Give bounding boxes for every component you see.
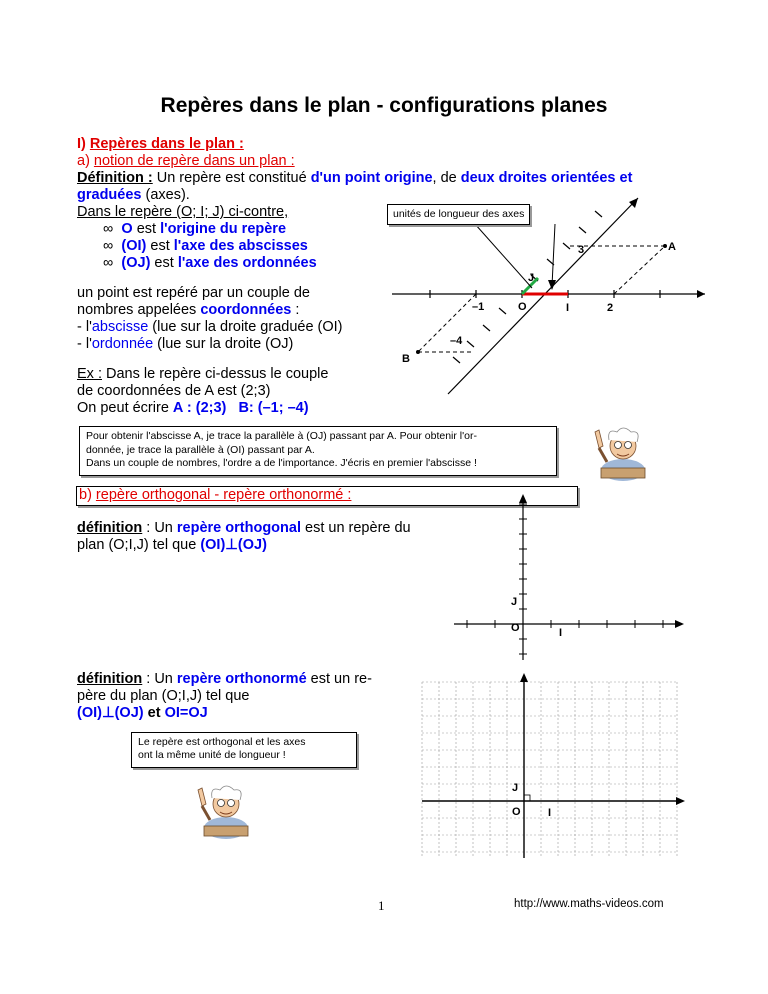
- note-line: donnée, je trace la parallèle à (OI) passant par A.: [86, 443, 315, 456]
- page-title: Repères dans le plan - configurations planes: [160, 94, 608, 117]
- abscissa-arrow-icon: [676, 797, 685, 805]
- term-coordinates: coordonnées: [200, 302, 292, 318]
- note-line: ont la même unité de longueur !: [138, 749, 286, 761]
- text: (lue sur la droite (OJ): [153, 336, 294, 352]
- abscissa-line: [77, 319, 343, 336]
- label-I: I: [548, 807, 552, 819]
- callout-pointer-2: [552, 224, 555, 286]
- text: est: [146, 238, 174, 254]
- definition-line-2: [77, 187, 190, 204]
- term-orthogonal: repère orthogonal: [176, 520, 301, 536]
- label-I: I: [566, 302, 570, 314]
- text: :: [291, 302, 300, 318]
- text: est un re-: [306, 671, 372, 687]
- section-heading: [77, 136, 244, 153]
- definition-text: (axes).: [141, 187, 190, 203]
- label-minus1: –1: [472, 301, 485, 313]
- section-number: I): [77, 136, 90, 152]
- ordinate-arrow-icon: [520, 673, 528, 682]
- example-line-3: [77, 400, 309, 417]
- note-line: Pour obtenir l'abscisse A, je trace la parallèle à (OJ) passant par A. Pour obtenir l'or-: [86, 430, 477, 442]
- ordinate-line: [77, 336, 293, 353]
- text: est: [150, 255, 178, 271]
- equal-length-formula: OI=OJ: [164, 705, 208, 721]
- professor-icon: [188, 776, 260, 842]
- term: l'origine du repère: [160, 221, 287, 237]
- grid: [422, 682, 678, 858]
- coords-line-1: un point est repéré par un couple de: [77, 285, 310, 301]
- label-I: I: [559, 627, 563, 639]
- def-orthogonal-line-2: [77, 537, 267, 554]
- section-title: Repères dans le plan :: [89, 136, 244, 152]
- bullet-ordinate-axis: [103, 255, 317, 272]
- subsection-b-heading: [79, 487, 351, 504]
- def-orthonormal-line-3: [77, 705, 208, 722]
- text: et: [143, 705, 165, 721]
- coords-B: B: (–1; –4): [238, 400, 309, 416]
- right-angle-marker: [524, 795, 530, 801]
- bullet-abscissa-axis: [103, 238, 308, 255]
- term: (OI): [121, 238, 147, 254]
- bullet-icon: ∞: [103, 238, 114, 254]
- note-box-orthonormal: [131, 732, 357, 768]
- repere-intro: Dans le repère (O; I; J) ci-contre,: [77, 204, 289, 220]
- orthogonal-frame-figure: [450, 490, 690, 665]
- coords-A: A : (2;3): [172, 400, 227, 416]
- term: l'axe des abscisses: [173, 238, 308, 254]
- definition-label: définition: [77, 520, 143, 536]
- text: On peut écrire: [77, 400, 173, 416]
- text: - l': [77, 336, 92, 352]
- perpendicular-formula: (OI)⊥(OJ): [200, 537, 267, 553]
- text: est un repère du: [300, 520, 411, 536]
- definition-label: Définition :: [77, 170, 153, 186]
- text: est: [132, 221, 161, 237]
- label-O: O: [512, 806, 521, 818]
- callout-pointer-1: [475, 224, 535, 288]
- example-line-1: [77, 366, 328, 383]
- text: : Un: [142, 520, 177, 536]
- text: : Un: [142, 671, 177, 687]
- text: nombres appelées: [77, 302, 201, 318]
- oblique-frame-figure: [380, 160, 710, 410]
- label-O: O: [511, 622, 520, 634]
- subsection-number: a): [77, 153, 94, 169]
- definition-term-origin: d'un point origine: [310, 170, 433, 186]
- abscissa-arrow-icon: [675, 620, 684, 628]
- def-orthogonal-line-1: [77, 520, 411, 537]
- page-number: 1: [378, 898, 385, 913]
- term-ordinate: ordonnée: [91, 336, 154, 352]
- def-orthonormal-line-2: père du plan (O;I,J) tel que: [77, 688, 250, 704]
- professor-icon: [587, 418, 655, 484]
- term: l'axe des ordonnées: [177, 255, 317, 271]
- abscissa-arrow-icon: [697, 290, 705, 298]
- note-box-coordinates: [79, 426, 557, 476]
- def-orthonormal-line-1: [77, 671, 372, 688]
- term-orthonormal: repère orthonormé: [176, 671, 307, 687]
- term-abscissa: abscisse: [91, 319, 149, 335]
- perpendicular-formula: (OI)⊥(OJ): [77, 705, 144, 721]
- label-3: 3: [578, 244, 585, 256]
- bullet-origin: [103, 221, 286, 238]
- definition-text: Un repère est constitué: [152, 170, 311, 186]
- subsection-title: repère orthogonal - repère orthonormé :: [95, 487, 352, 503]
- label-O: O: [518, 301, 527, 313]
- subsection-title: notion de repère dans un plan :: [93, 153, 295, 169]
- text: Dans le repère ci-dessus le couple: [101, 366, 329, 382]
- bullet-icon: ∞: [103, 255, 114, 271]
- point-A-marker: [663, 244, 667, 248]
- definition-text: , de: [432, 170, 461, 186]
- definition-term-axes: deux droites orientées et: [460, 170, 633, 186]
- ordinate-arrow-icon: [519, 494, 527, 503]
- label-J: J: [511, 596, 518, 608]
- label-B: B: [402, 353, 410, 365]
- callout-arrow-icon: [548, 280, 556, 290]
- point-B-marker: [416, 350, 420, 354]
- label-2: 2: [607, 302, 614, 314]
- definition-label: définition: [77, 671, 143, 687]
- text: plan (O;I,J) tel que: [77, 537, 201, 553]
- label-minus4: –4: [450, 335, 463, 347]
- text: (lue sur la droite graduée (OI): [148, 319, 343, 335]
- coords-line-2: [77, 302, 299, 319]
- subsection-number: b): [79, 487, 96, 503]
- bullet-icon: ∞: [103, 221, 114, 237]
- example-label: Ex :: [77, 366, 102, 382]
- definition-term-graduated: graduées: [77, 187, 142, 203]
- note-line: Dans un couple de nombres, l'ordre a de l'importance. J'écris en premier l'abscisse !: [86, 457, 477, 469]
- text: - l': [77, 319, 92, 335]
- label-J: J: [528, 272, 535, 284]
- subsection-a-heading: [77, 153, 295, 170]
- label-A: A: [668, 241, 676, 253]
- example-line-2: de coordonnées de A est (2;3): [77, 383, 271, 399]
- units-callout: unités de longueur des axes: [387, 204, 530, 225]
- label-J: J: [512, 782, 519, 794]
- footer-url[interactable]: http://www.maths-videos.com: [514, 898, 664, 910]
- term: (OJ): [121, 255, 151, 271]
- term: O: [121, 221, 133, 237]
- orthonormal-frame-figure: [420, 668, 690, 863]
- note-line: Le repère est orthogonal et les axes: [138, 736, 306, 748]
